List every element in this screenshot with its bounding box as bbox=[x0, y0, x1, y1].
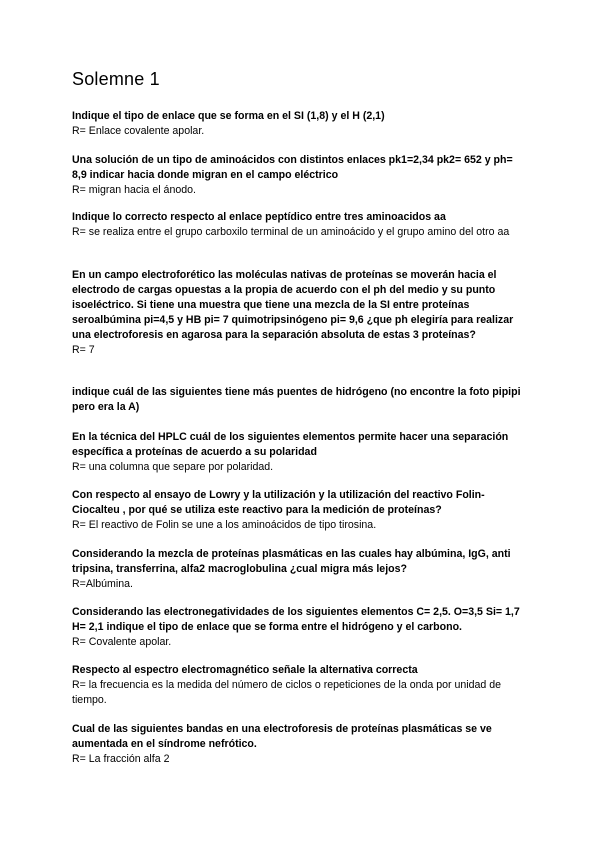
answer-text: R= El reactivo de Folin se une a los aminoácidos de tipo tirosina. bbox=[72, 519, 377, 531]
question-block bbox=[72, 722, 530, 767]
answer-text: R= La fracción alfa 2 bbox=[72, 753, 170, 765]
question-block bbox=[72, 385, 530, 415]
question-text: Cual de las siguientes bandas en una electroforesis de proteínas plasmáticas se ve aumentada en el síndrome nefrótico. bbox=[72, 723, 492, 750]
question-text: Respecto al espectro electromagnético señale la alternativa correcta bbox=[72, 664, 418, 676]
answer-text: R= Covalente apolar. bbox=[72, 636, 172, 648]
question-text: Indique lo correcto respecto al enlace peptídico entre tres aminoacidos aa bbox=[72, 211, 446, 223]
answer-text: R= Enlace covalente apolar. bbox=[72, 125, 205, 137]
question-block bbox=[72, 109, 530, 139]
question-text: Indique el tipo de enlace que se forma en el SI (1,8) y el H (2,1) bbox=[72, 110, 385, 122]
question-block bbox=[72, 663, 530, 708]
question-block bbox=[72, 547, 530, 592]
question-block bbox=[72, 210, 530, 240]
answer-text: R= una columna que separe por polaridad. bbox=[72, 461, 274, 473]
answer-text: R= la frecuencia es la medida del número de ciclos o repeticiones de la onda por unidad de tiempo. bbox=[72, 679, 502, 706]
question-block bbox=[72, 488, 530, 533]
question-block bbox=[72, 268, 530, 358]
question-text: En un campo electroforético las moléculas nativas de proteínas se moverán hacia el electrodo de cargas opuestas a la propia de acuerdo con el ph del medio y su punto isoeléctrico. Si tiene una muestra que tiene una mezcla de la SI entre proteínas seroalbúmina pi=4,5 y HB pi= 7 quimotripsinógeno pi= 9,6 ¿que ph elegiría para realizar una electroforesis en agarosa para la separación absoluta de estas 3 proteínas? bbox=[72, 269, 514, 341]
page-title: Solemne 1 bbox=[72, 69, 160, 89]
question-block bbox=[72, 430, 530, 475]
answer-text: R= se realiza entre el grupo carboxilo terminal de un aminoácido y el grupo amino del otro aa bbox=[72, 226, 510, 238]
question-text: indique cuál de las siguientes tiene más puentes de hidrógeno (no encontre la foto pipipi pero era la A) bbox=[72, 386, 521, 413]
question-text: Con respecto al ensayo de Lowry y la utilización y la utilización del reactivo Folin-Ciocalteu , por qué se utiliza este reactivo para la medición de proteínas? bbox=[72, 489, 485, 516]
question-block bbox=[72, 153, 530, 198]
question-text: Una solución de un tipo de aminoácidos con distintos enlaces pk1=2,34 pk2= 652 y ph= 8,9 indicar hacia donde migran en el campo eléctrico bbox=[72, 154, 513, 181]
answer-text: R= migran hacia el ánodo. bbox=[72, 184, 196, 196]
question-text: En la técnica del HPLC cuál de los siguientes elementos permite hacer una separación específica a proteínas de acuerdo a su polaridad bbox=[72, 431, 509, 458]
question-text: Considerando las electronegatividades de los siguientes elementos C= 2,5. O=3,5 Si= 1,7 H= 2,1 indique el tipo de enlace que se forma entre el hidrógeno y el carbono. bbox=[72, 606, 520, 633]
answer-text: R=Albúmina. bbox=[72, 578, 133, 590]
question-text: Considerando la mezcla de proteínas plasmáticas en las cuales hay albúmina, IgG, anti tripsina, transferrina, alfa2 macroglobulina ¿cual migra más lejos? bbox=[72, 548, 511, 575]
answer-text: R= 7 bbox=[72, 344, 95, 356]
question-block bbox=[72, 605, 530, 650]
